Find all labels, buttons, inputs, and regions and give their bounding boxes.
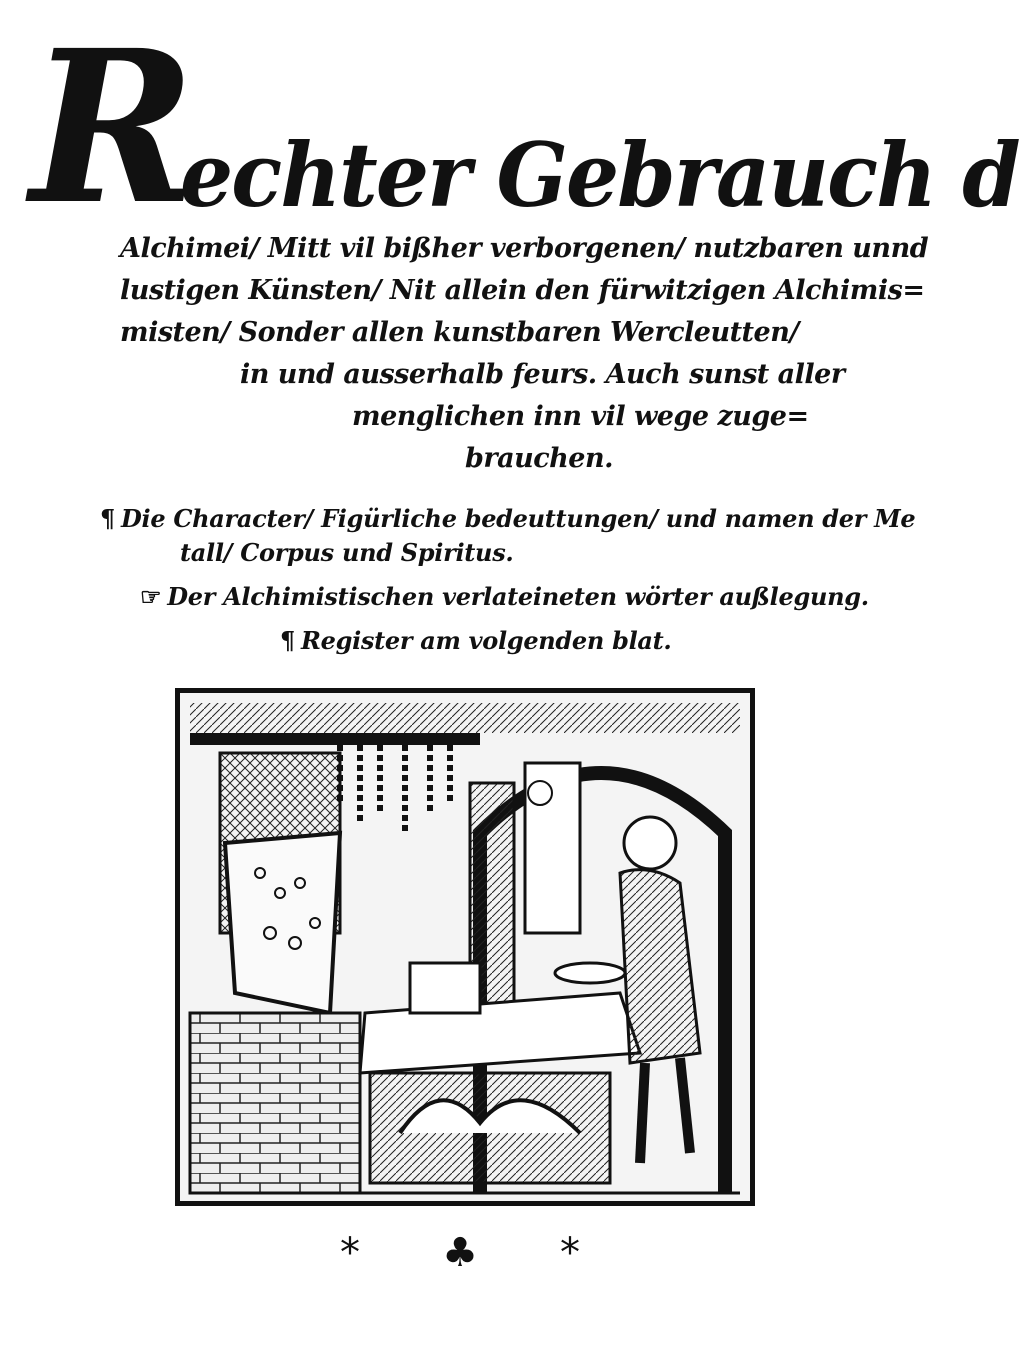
subtitle-line: brauchen. (465, 443, 614, 474)
subtitle-line: lustigen Künsten/ Nit allein den fürwitzigen Alchimis= (120, 275, 925, 306)
display-case (225, 833, 340, 1013)
subtitle-block (120, 228, 929, 480)
title-initial: R (30, 4, 191, 251)
note-glossary-text: Der Alchimistischen verlateineten wörter außlegung. (167, 582, 869, 611)
subtitle-line: in und ausserhalb feurs. Auch sunst aller (240, 359, 845, 390)
asterisk-ornament-icon: * (559, 1230, 580, 1276)
note-characters-line1: Die Character/ Figürliche bedeuttungen/ und namen der Me (120, 504, 916, 533)
ornament-row (340, 1228, 580, 1278)
figure-head (624, 817, 676, 869)
title-text: echter Gebrauch d (180, 123, 1019, 227)
table-top (360, 993, 640, 1073)
note-characters (100, 502, 916, 536)
subtitle-line: misten/ Sonder allen kunstbaren Wercleutten/ (120, 317, 799, 348)
subtitle-line: Alchimei/ Mitt vil bißher verborgenen/ nutzbaren unnd (120, 233, 929, 264)
note-glossary (140, 580, 900, 614)
pilcrow-icon: ¶ (280, 626, 295, 655)
subtitle-line: menglichen inn vil wege zuge= (352, 401, 809, 432)
asterisk-ornament-icon: * (340, 1230, 360, 1276)
alchemist-workshop-illustration (180, 693, 750, 1201)
note-register (280, 624, 900, 658)
figure-body (620, 870, 700, 1063)
brick-pedestal (190, 1013, 360, 1193)
pointing-hand-icon: ☞ (140, 582, 162, 611)
note-register-text: Register am volgenden blat. (300, 626, 672, 655)
note-characters-line2: tall/ Corpus und Spiritus. (180, 538, 514, 567)
woodcut-illustration (175, 688, 755, 1206)
club-ornament-icon: ♣ (442, 1230, 478, 1276)
pilcrow-icon: ¶ (100, 504, 115, 533)
hanging-goods (340, 745, 450, 833)
notes-block (100, 502, 916, 658)
